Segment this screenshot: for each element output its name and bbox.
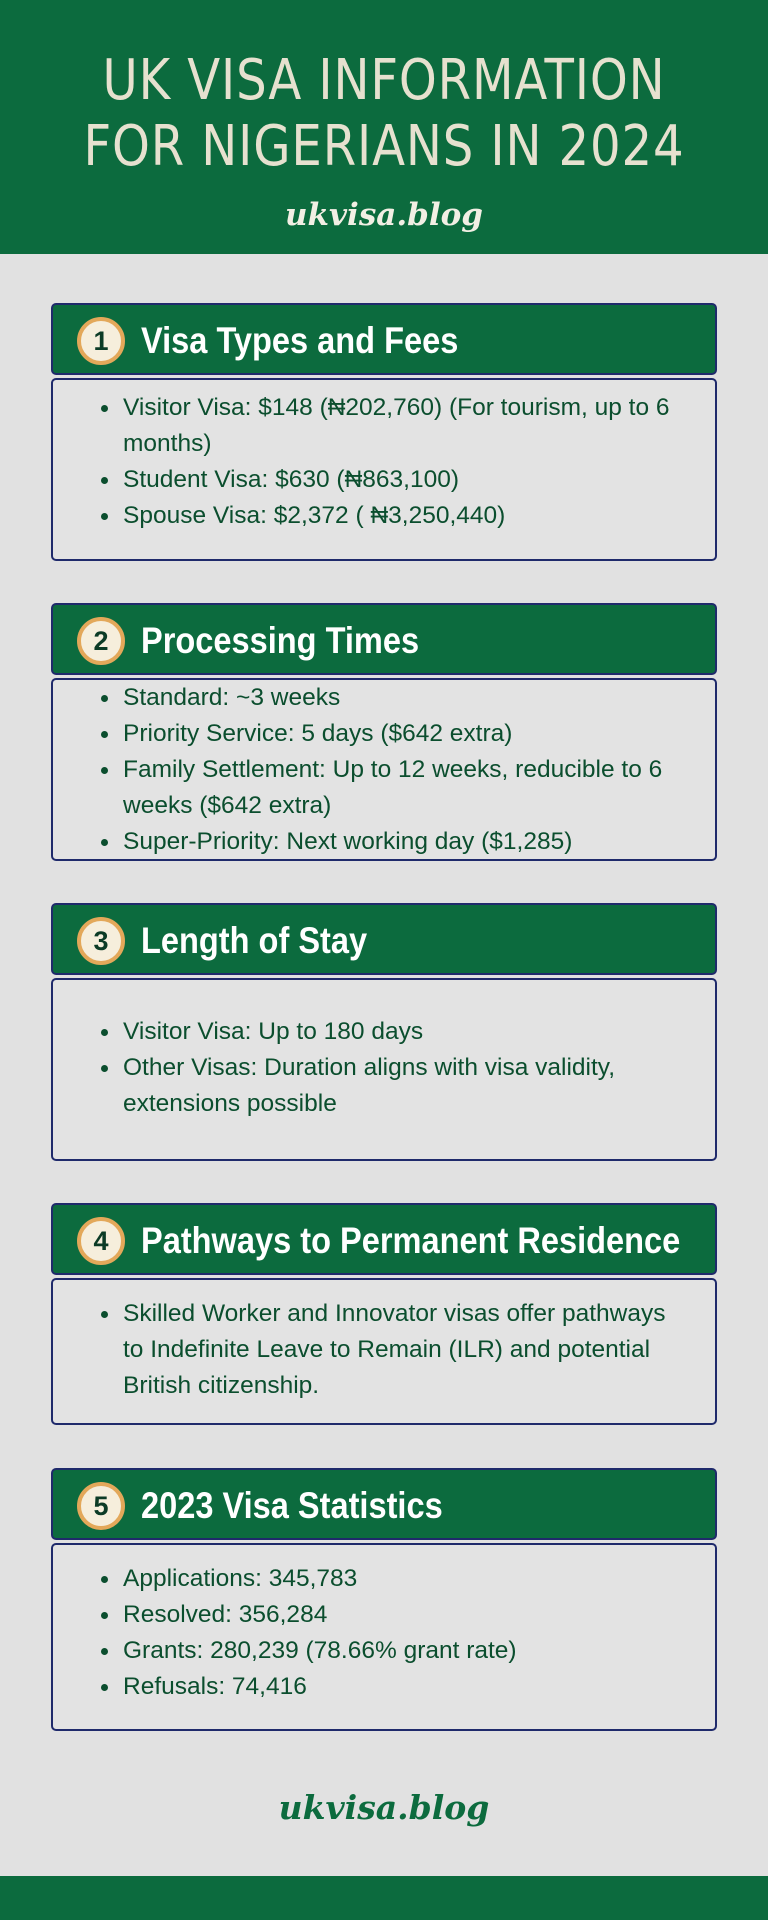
list-item: Resolved: 356,284 — [123, 1597, 691, 1633]
section-number-badge: 5 — [77, 1482, 125, 1530]
list-item: Standard: ~3 weeks — [123, 680, 691, 716]
list-item: Refusals: 74,416 — [123, 1669, 691, 1705]
section-title: Visa Types and Fees — [141, 320, 459, 361]
section-title: Length of Stay — [141, 920, 368, 961]
bullet-list — [53, 980, 715, 1122]
section-number-badge: 1 — [77, 317, 125, 365]
section-body — [51, 1543, 717, 1731]
section-header — [51, 1203, 717, 1275]
section-body — [51, 378, 717, 561]
header-banner — [0, 0, 768, 254]
list-item: Other Visas: Duration aligns with visa validity, extensions possible — [123, 1050, 691, 1122]
title-line-2: FOR NIGERIANS IN 2024 — [83, 114, 685, 179]
section-header — [51, 303, 717, 375]
section-title: Pathways to Permanent Residence — [141, 1220, 681, 1261]
list-item: Visitor Visa: Up to 180 days — [123, 1014, 691, 1050]
list-item: Super-Priority: Next working day ($1,285) — [123, 824, 691, 860]
section-number-badge: 4 — [77, 1217, 125, 1265]
bullet-list — [53, 1545, 715, 1705]
page-title — [0, 48, 768, 180]
list-item: Spouse Visa: $2,372 ( ₦3,250,440) — [123, 498, 691, 534]
list-item: Student Visa: $630 (₦863,100) — [123, 462, 691, 498]
bullet-list — [53, 380, 715, 534]
list-item: Priority Service: 5 days ($642 extra) — [123, 716, 691, 752]
title-line-1: UK VISA INFORMATION — [102, 48, 666, 113]
list-item: Family Settlement: Up to 12 weeks, reducible to 6 weeks ($642 extra) — [123, 752, 691, 824]
section-body — [51, 1278, 717, 1425]
list-item: Visitor Visa: $148 (₦202,760) (For tourism, up to 6 months) — [123, 390, 691, 462]
section-body — [51, 678, 717, 861]
bullet-list — [53, 1280, 715, 1404]
brand-logo-bottom: ukvisa.blog — [278, 1788, 490, 1827]
section-header — [51, 903, 717, 975]
footer-bar — [0, 1876, 768, 1920]
list-item: Applications: 345,783 — [123, 1561, 691, 1597]
section-header — [51, 1468, 717, 1540]
bullet-list — [53, 680, 715, 860]
list-item: Grants: 280,239 (78.66% grant rate) — [123, 1633, 691, 1669]
brand-logo-top: ukvisa.blog — [285, 197, 483, 233]
section-body — [51, 978, 717, 1161]
section-number-badge: 2 — [77, 617, 125, 665]
section-title: 2023 Visa Statistics — [141, 1485, 443, 1526]
list-item: Skilled Worker and Innovator visas offer pathways to Indefinite Leave to Remain (ILR) and potential British citizenship. — [123, 1296, 691, 1404]
section-number-badge: 3 — [77, 917, 125, 965]
section-header — [51, 603, 717, 675]
section-title: Processing Times — [141, 620, 420, 661]
